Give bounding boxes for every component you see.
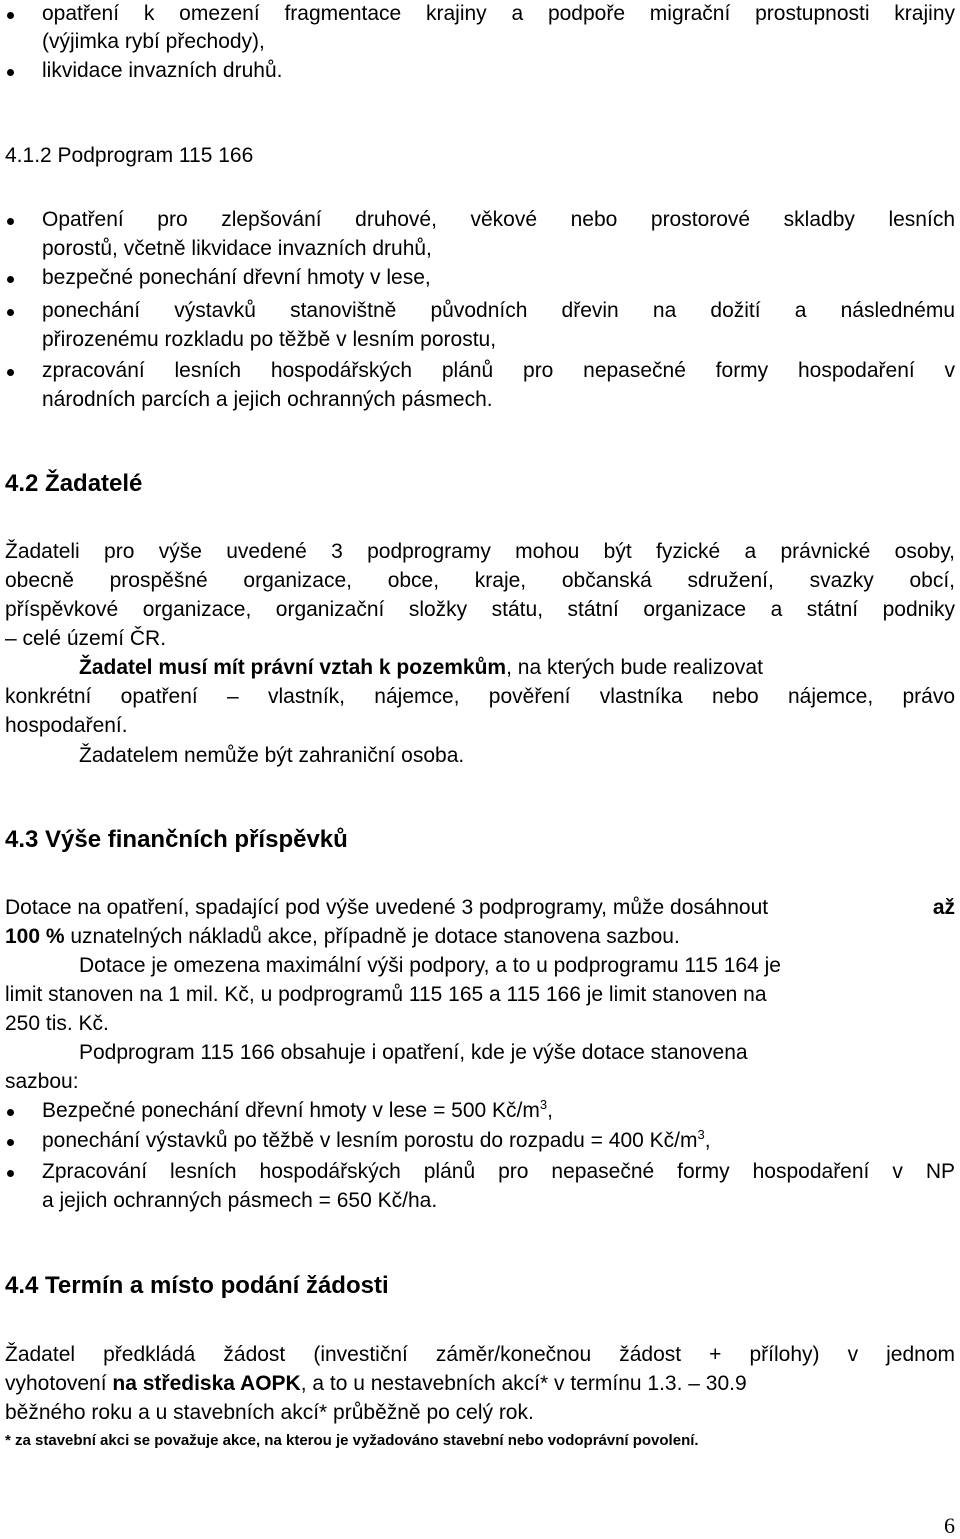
rate-tail: , [704,1129,711,1152]
section-heading-deadline: 4.4 Termín a místo podání žádosti [5,1272,389,1299]
section-heading-applicants: 4.2 Žadatelé [5,470,143,497]
paragraph-line [5,1372,747,1396]
bullet-icon [7,69,14,76]
list-item [42,1129,711,1153]
list-item-cont: přirozenému rozkladu po těžbě v lesním porostu, [42,328,497,351]
paragraph-line: konkrétní opatření – vlastník, nájemce, pověření vlastníka nebo nájemce, právo [5,685,955,708]
emphasis-text: Žadatel musí mít právní vztah k pozemkům [79,656,507,679]
paragraph-line: Dotace je omezena maximální výši podpory, a to u podprogramu 115 164 je [79,954,781,977]
paragraph-line: – celé území ČR. [5,627,167,650]
section-heading-funding: 4.3 Výše finančních příspěvků [5,826,348,853]
paragraph-text: , a to u nestavebních akcí* v termínu 1.3. – 30.9 [300,1372,747,1395]
superscript: 3 [539,1097,548,1112]
bullet-icon [7,369,14,376]
paragraph-line: hospodaření. [5,714,128,737]
list-item-cont: a jejich ochranných pásmech = 650 Kč/ha. [42,1189,438,1212]
paragraph-text: , na kterých bude realizovat [506,656,763,679]
rate-text: Bezpečné ponechání dřevní hmoty v lese = 500 Kč/m [42,1099,540,1122]
list-item-cont: porostů, včetně likvidace invazních druhů, [42,237,432,260]
superscript: 3 [697,1127,705,1142]
bullet-icon [7,1139,14,1146]
bullet-icon [7,218,14,225]
list-item: likvidace invazních druhů. [42,59,283,82]
footnote: * za stavební akci se považuje akce, na kterou je vyžadováno stavební nebo vodoprávní povolení. [5,1432,699,1449]
list-item: opatření k omezení fragmentace krajiny a podpoře migrační prostupnosti krajiny [42,2,955,25]
list-item [42,1099,553,1123]
paragraph-line: běžného roku a u stavebních akcí* průběžně po celý rok. [5,1401,534,1424]
emphasis-text: až [932,896,955,919]
rate-text: ponechání výstavků po těžbě v lesním porostu do rozpadu = 400 Kč/m [42,1129,698,1152]
page-number: 6 [944,1513,955,1538]
paragraph-line: Žadateli pro výše uvedené 3 podprogramy mohou být fyzické a právnické osoby, [5,540,955,563]
list-item: Opatření pro zlepšování druhové, věkové nebo prostorové skladby lesních [42,208,955,231]
bullet-icon [7,309,14,316]
paragraph-line: příspěvkové organizace, organizační složky státu, státní organizace a státní podniky [5,598,955,621]
bullet-icon [7,1109,14,1116]
paragraph-line: 250 tis. Kč. [5,1012,109,1035]
sub-heading: 4.1.2 Podprogram 115 166 [5,144,254,167]
paragraph-line: limit stanoven na 1 mil. Kč, u podprogramů 115 165 a 115 166 je limit stanoven na [5,983,767,1006]
paragraph-line: sazbou: [5,1070,79,1093]
paragraph-line: Žadatel předkládá žádost (investiční záměr/konečnou žádost + přílohy) v jednom [5,1343,955,1366]
paragraph-line [5,925,680,949]
paragraph-text: vyhotovení [5,1372,113,1395]
list-item: zpracování lesních hospodářských plánů pro nepasečné formy hospodaření v [42,359,955,382]
bullet-icon [7,276,14,283]
list-item: Zpracování lesních hospodářských plánů pro nepasečné formy hospodaření v NP [42,1160,955,1183]
list-item-cont: (výjimka rybí přechody), [42,30,265,53]
paragraph-line: Podprogram 115 166 obsahuje i opatření, kde je výše dotace stanovena [79,1041,748,1064]
bullet-icon [7,12,14,19]
paragraph-text: Dotace na opatření, spadající pod výše uvedené 3 podprogramy, může dosáhnout [5,896,769,919]
emphasis-text: na střediska AOPK [112,1372,301,1395]
paragraph-line: obecně prospěšné organizace, obce, kraje, občanská sdružení, svazky obcí, [5,569,955,592]
paragraph-line [79,656,763,680]
paragraph-text: uznatelných nákladů akce, případně je dotace stanovena sazbou. [64,925,680,948]
list-item: ponechání výstavků stanovištně původních dřevin na dožití a následnému [42,299,955,322]
paragraph-line: Žadatelem nemůže být zahraniční osoba. [79,744,465,767]
emphasis-text: 100 % [5,925,65,948]
rate-tail: , [547,1099,553,1122]
paragraph-line [5,896,955,920]
bullet-icon [7,1170,14,1177]
list-item: bezpečné ponechání dřevní hmoty v lese, [42,266,431,289]
list-item-cont: národních parcích a jejich ochranných pásmech. [42,388,493,411]
